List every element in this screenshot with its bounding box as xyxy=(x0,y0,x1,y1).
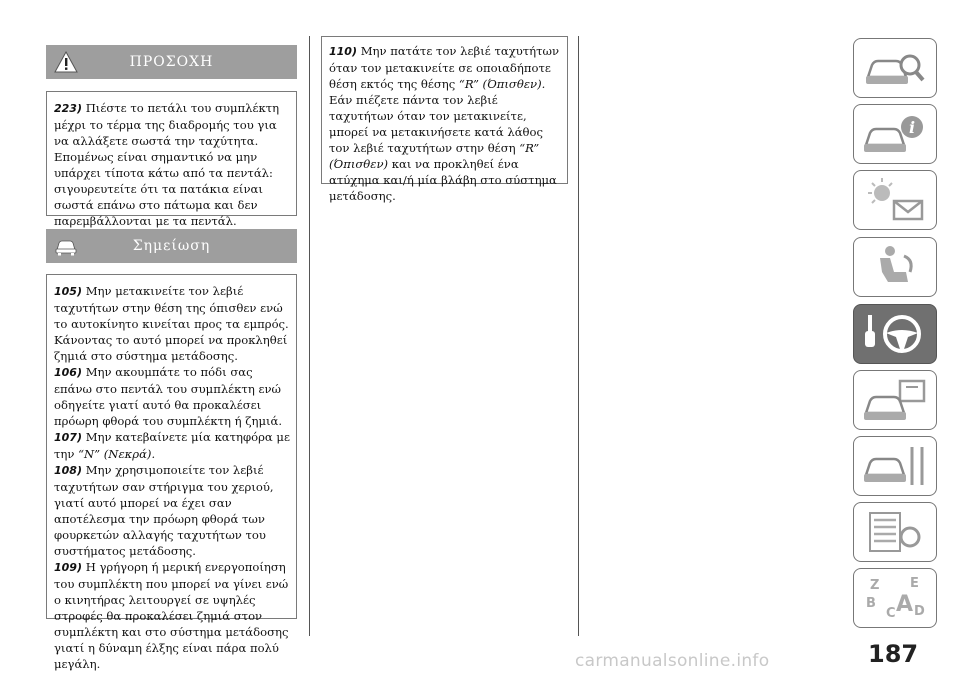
note-box xyxy=(46,274,297,671)
paragraph-number: 223) xyxy=(54,102,82,115)
tab-car-tools[interactable] xyxy=(853,436,937,496)
note-title: Σημείωση xyxy=(132,238,211,254)
svg-text:i: i xyxy=(908,118,916,137)
page-number: 187 xyxy=(868,640,919,668)
warning-header xyxy=(46,45,297,79)
note-paragraph-106 xyxy=(54,364,290,429)
svg-text:E: E xyxy=(910,576,919,591)
paragraph-number: 109) xyxy=(54,561,82,574)
paragraph-number: 107) xyxy=(54,431,82,444)
paragraph-text: Πιέστε το πετάλι του συμπλέκτη μέχρι το τέρμα της διαδρομής του για να αλλάξετε σωστά την ταχύτητα. Επομένως είναι σημαντικό να μην υπάρχει τίποτα κάτω από τα πεντάλ: σιγουρευτείτε ότι τα πατάκια είναι σωστά επάνω στο πάτωμα και δεν παρεμβάλλονται με τα πεντάλ. xyxy=(54,101,280,228)
tab-seat-airbag[interactable] xyxy=(853,237,937,297)
tab-car-info[interactable] xyxy=(853,104,937,164)
watermark-text: carmanualsonline.info xyxy=(575,651,770,671)
svg-text:B: B xyxy=(866,596,876,611)
seat-airbag-icon xyxy=(860,242,930,292)
tab-steering-wheel-key[interactable] xyxy=(853,304,937,364)
note-paragraph-109 xyxy=(54,559,290,672)
note-paragraph-105 xyxy=(54,283,290,364)
steering-wheel-key-icon xyxy=(860,309,930,359)
svg-text:A: A xyxy=(896,592,914,617)
warning-lights-icon xyxy=(860,175,930,225)
warning-box xyxy=(46,91,297,228)
svg-text:Z: Z xyxy=(870,578,880,593)
paragraph-italic: “N” (Νεκρά). xyxy=(78,447,156,461)
specifications-list-icon xyxy=(860,507,930,557)
tab-car-search[interactable] xyxy=(853,38,937,98)
paragraph-text: Η γρήγορη ή μερική ενεργοποίηση του συμπλέκτη που μπορεί να γίνει ενώ ο κινητήρας λειτουργεί σε υψηλές στροφές θα προκαλέσει ζημιά στον συμπλέκτη και στο σύστημα μετάδοσης γιατί η δύναμη έλξης είναι πάρα πολύ μεγάλη. xyxy=(54,560,289,671)
note-paragraph-107 xyxy=(54,429,290,462)
warning-title: ΠΡΟΣΟΧΗ xyxy=(129,54,214,70)
tab-warning-lights[interactable] xyxy=(853,170,937,230)
car-search-icon xyxy=(860,43,930,93)
right-note-box xyxy=(321,36,568,203)
paragraph-text: Μην ακουμπάτε το πόδι σας επάνω στο πεντάλ του συμπλέκτη ενώ οδηγείτε γιατί αυτό θα προκαλέσει πρόωρη φθορά του συμπλέκτη ή ζημιά. xyxy=(54,365,283,428)
paragraph-italic: “R” (Όπισθεν). xyxy=(458,77,546,91)
tab-specifications[interactable] xyxy=(853,502,937,562)
paragraph-text: Μην μετακινείτε τον λεβιέ ταχυτήτων στην θέση της όπισθεν ενώ το αυτοκίνητο κινείται προς τα εμπρός. Κάνοντας το αυτό μπορεί να προκληθεί ζημιά στο σύστημα μετάδοσης. xyxy=(54,284,289,363)
svg-text:D: D xyxy=(914,604,925,619)
car-tools-icon xyxy=(860,441,930,491)
paragraph-number: 108) xyxy=(54,464,82,477)
car-info-icon xyxy=(860,109,930,159)
paragraph-number: 110) xyxy=(329,45,357,58)
warning-paragraph xyxy=(54,100,290,229)
tab-car-road[interactable] xyxy=(853,370,937,430)
warning-triangle-icon xyxy=(46,45,86,79)
paragraph-text: Μην κατεβαίνετε μία κατηφόρα με την xyxy=(54,430,290,461)
paragraph-number: 105) xyxy=(54,285,82,298)
svg-text:C: C xyxy=(886,606,896,621)
note-header xyxy=(46,229,297,263)
tab-alphabetical-index[interactable] xyxy=(853,568,937,628)
note-paragraph-110 xyxy=(329,43,561,204)
car-road-icon xyxy=(860,375,930,425)
alphabet-index-icon xyxy=(860,573,930,623)
paragraph-number: 106) xyxy=(54,366,82,379)
column-divider-left xyxy=(309,36,310,636)
paragraph-text: Μην πατάτε τον λεβιέ ταχυτήτων όταν τον μετακινείτε σε οποιαδήποτε θέση εκτός της θέσης xyxy=(329,44,560,91)
column-divider-right xyxy=(578,36,579,636)
paragraph-text: Εάν πιέζετε πάντα τον λεβιέ ταχυτήτων όταν τον μετακινείτε, μπορεί να μετακινήσετε κατά λάθος τον λεβιέ ταχυτήτων στην θέση xyxy=(329,93,543,155)
paragraph-italic: “R” (Όπισθεν) xyxy=(329,141,540,171)
paragraph-text: και να προκληθεί ένα ατύχημα και/ή μία βλάβη στο σύστημα μετάδοσης. xyxy=(329,157,557,203)
car-note-icon xyxy=(46,229,86,263)
paragraph-text: Μην χρησιμοποιείτε τον λεβιέ ταχυτήτων σαν στήριγμα του χεριού, γιατί αυτό μπορεί να έχει σαν αποτέλεσμα την πρόωρη φθορά των φουρκετών αλλαγής ταχυτήτων του συστήματος μετάδοσης. xyxy=(54,463,274,558)
note-paragraph-108 xyxy=(54,462,290,559)
